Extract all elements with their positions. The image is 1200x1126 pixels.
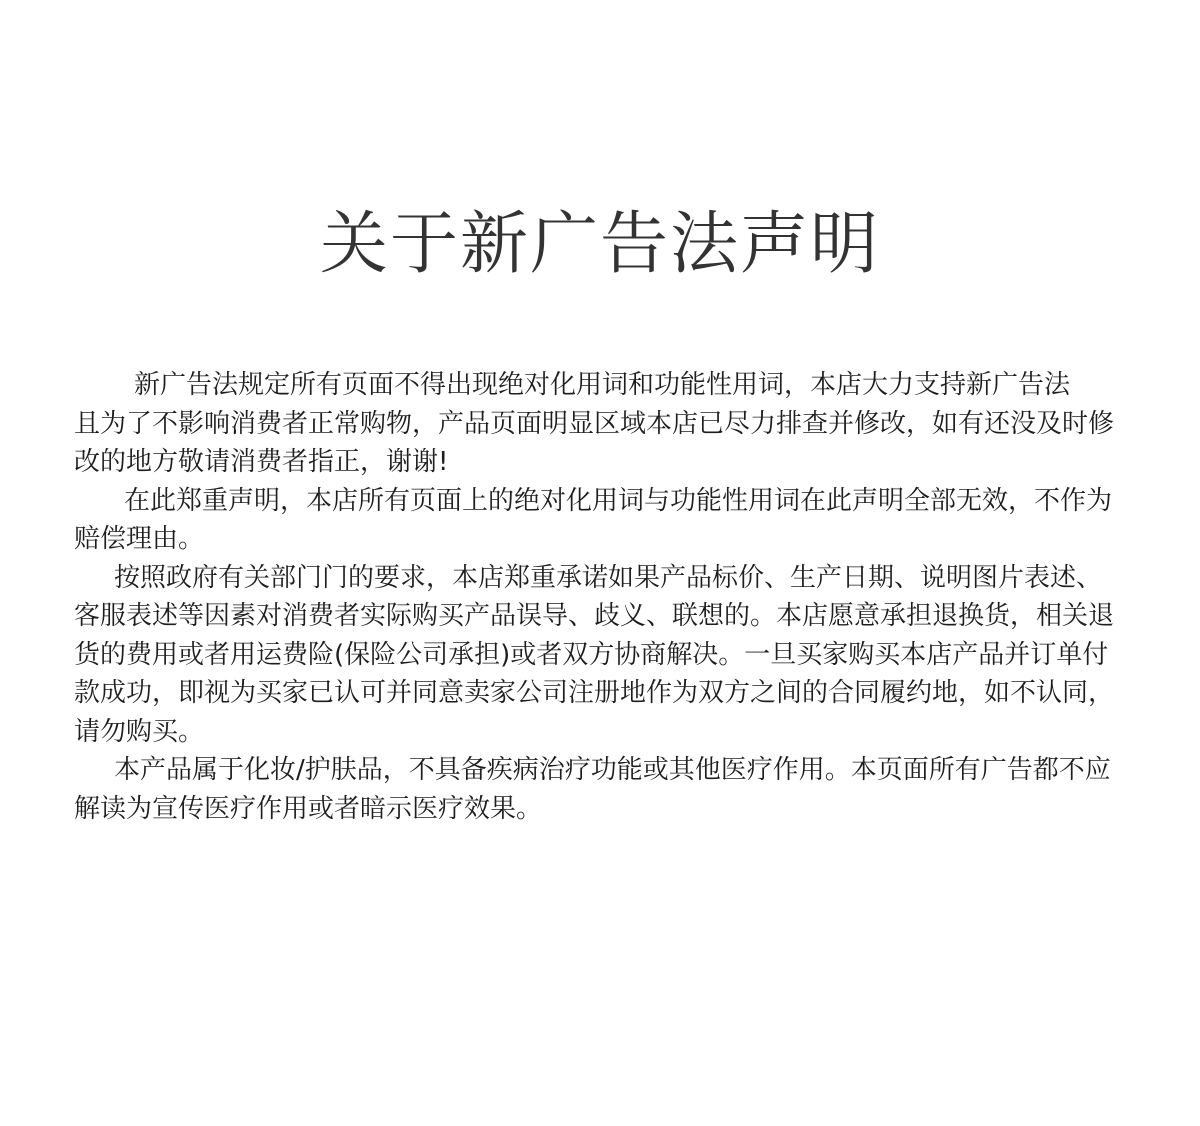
declaration-body xyxy=(74,366,1126,828)
paragraph-invalid-terms: 在此郑重声明，本店所有页面上的绝对化用词与功能性用词在此声明全部无效，不作为赔偿理由。 xyxy=(74,485,1113,554)
paragraph-ad-law: 新广告法规定所有页面不得出现绝对化用词和功能性用词，本店大力支持新广告法 xyxy=(134,370,1071,400)
paragraph-shopping-notice: 且为了不影响消费者正常购物，产品页面明显区域本店已尽力排查并修改，如有还没及时修改的地方敬请消费者指正，谢谢! xyxy=(74,408,1115,477)
page-title: 关于新广告法声明 xyxy=(319,205,880,284)
paragraph-cosmetics-notice: 本产品属于化妆/护肤品，不具备疾病治疗功能或其他医疗作用。本页面所有广告都不应解读为宣传医疗作用或者暗示医疗效果。 xyxy=(74,755,1111,824)
paragraph-commitment: 按照政府有关部门门的要求，本店郑重承诺如果产品标价、生产日期、说明图片表述、客服表述等因素对消费者实际购买产品误导、歧义、联想的。本店愿意承担退换货，相关退货的费用或者用运费险(保险公司承担)或者双方协商解决。一旦买家购买本店产品并订单付款成功，即视为买家已认可并同意卖家公司注册地作为双方之间的合同履约地，如不认同，请勿购买。 xyxy=(74,562,1115,747)
